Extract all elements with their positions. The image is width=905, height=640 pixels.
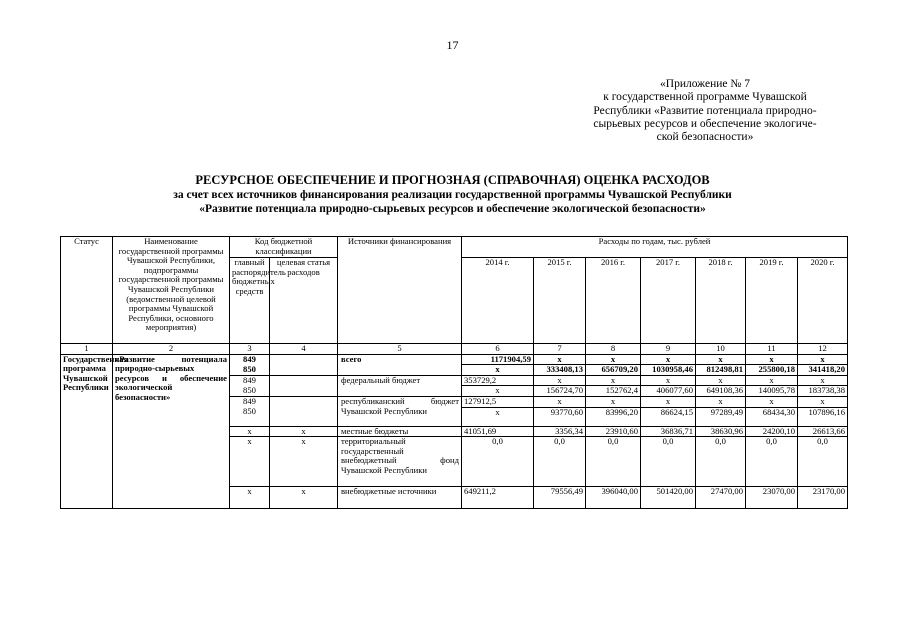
column-number: 1 — [61, 344, 113, 355]
header-year: 2014 г. — [462, 258, 534, 344]
title-line-2: за счет всех источников финансирования реализации государственной программы Чувашской Республики — [173, 189, 732, 201]
value-cell: 26613,66 — [798, 426, 848, 437]
status-cell: Государственная программа Чувашской Республики — [61, 354, 113, 509]
value-cell: 97289,49 — [696, 407, 746, 426]
value-cell: x — [462, 407, 534, 426]
chief-manager-cell: 849 — [230, 396, 270, 407]
value-cell: 23170,00 — [798, 487, 848, 509]
appendix-note — [560, 78, 850, 144]
value-cell: 0,0 — [534, 437, 586, 487]
program-name-cell: «Развитие потенциала природно-сырьевых ресурсов и обеспечение экологической безопасности» — [113, 354, 230, 509]
value-cell: x — [746, 375, 798, 386]
header-target-article: целевая статья расходов — [270, 258, 338, 344]
expenses-table — [60, 236, 848, 509]
value-cell: 1030958,46 — [641, 365, 696, 376]
chief-manager-cell: 849 — [230, 354, 270, 365]
source-cell: федеральный бюджет — [338, 375, 462, 396]
value-cell: 341418,20 — [798, 365, 848, 376]
value-cell: x — [798, 354, 848, 365]
value-cell: 36836,71 — [641, 426, 696, 437]
value-cell: 156724,70 — [534, 386, 586, 397]
value-cell: x — [641, 375, 696, 386]
source-cell: территориальный государственный внебюджетный фонд Чувашской Республики — [338, 437, 462, 487]
appendix-line: «Приложение № 7 — [660, 78, 750, 90]
value-cell: 0,0 — [641, 437, 696, 487]
value-cell: 93770,60 — [534, 407, 586, 426]
header-year: 2017 г. — [641, 258, 696, 344]
appendix-line: к государственной программе Чувашской — [603, 91, 807, 104]
target-article-cell: x — [270, 426, 338, 437]
header-year: 2016 г. — [586, 258, 641, 344]
value-cell: x — [696, 354, 746, 365]
appendix-line: сырьевых ресурсов и обеспечение экологиче- — [593, 117, 817, 130]
value-cell: 79556,49 — [534, 487, 586, 509]
value-cell: 152762,4 — [586, 386, 641, 397]
value-cell: x — [696, 396, 746, 407]
value-cell: 83996,20 — [586, 407, 641, 426]
value-cell: x — [798, 396, 848, 407]
table-row — [61, 354, 848, 365]
title-line-3: «Развитие потенциала природно-сырьевых ресурсов и обеспечение экологической безопасности» — [199, 203, 706, 215]
value-cell: 140095,78 — [746, 386, 798, 397]
appendix-line: ской безопасности» — [656, 131, 754, 144]
value-cell: 0,0 — [586, 437, 641, 487]
page-number: 17 — [446, 38, 459, 52]
value-cell: 353729,2 — [462, 375, 534, 386]
source-cell: всего — [338, 354, 462, 375]
source-cell: местные бюджеты — [338, 426, 462, 437]
value-cell: 0,0 — [798, 437, 848, 487]
value-cell: 1171904,59 — [462, 354, 534, 365]
value-cell: 501420,00 — [641, 487, 696, 509]
value-cell: x — [641, 396, 696, 407]
value-cell: x — [534, 354, 586, 365]
header-sources: Источники финансирования — [338, 237, 462, 344]
value-cell: x — [696, 375, 746, 386]
column-number: 11 — [746, 344, 798, 355]
value-cell: 0,0 — [696, 437, 746, 487]
chief-manager-cell: x — [230, 426, 270, 437]
value-cell: 3356,34 — [534, 426, 586, 437]
header-year: 2018 г. — [696, 258, 746, 344]
value-cell: 333408,13 — [534, 365, 586, 376]
value-cell: 0,0 — [746, 437, 798, 487]
header-chief-manager: главный распорядитель бюджетных средств — [230, 258, 270, 344]
source-cell: республиканский бюджет Чувашской Республики — [338, 396, 462, 426]
value-cell: 68434,30 — [746, 407, 798, 426]
value-cell: 27470,00 — [696, 487, 746, 509]
value-cell: x — [534, 375, 586, 386]
value-cell: 649108,36 — [696, 386, 746, 397]
target-article-cell — [270, 396, 338, 426]
header-expenses: Расходы по годам, тыс. рублей — [462, 237, 848, 258]
column-number: 6 — [462, 344, 534, 355]
column-number: 8 — [586, 344, 641, 355]
column-number: 12 — [798, 344, 848, 355]
value-cell: x — [641, 354, 696, 365]
column-number: 4 — [270, 344, 338, 355]
document-title — [0, 173, 905, 216]
header-year: 2019 г. — [746, 258, 798, 344]
value-cell: 396040,00 — [586, 487, 641, 509]
value-cell: 23910,60 — [586, 426, 641, 437]
value-cell: x — [798, 375, 848, 386]
column-number: 9 — [641, 344, 696, 355]
target-article-cell — [270, 354, 338, 375]
source-cell: внебюджетные источники — [338, 487, 462, 509]
value-cell: x — [746, 396, 798, 407]
value-cell: 812498,81 — [696, 365, 746, 376]
value-cell: 24200,10 — [746, 426, 798, 437]
target-article-cell: x — [270, 437, 338, 487]
value-cell: 255800,18 — [746, 365, 798, 376]
chief-manager-cell: 850 — [230, 407, 270, 426]
value-cell: x — [462, 386, 534, 397]
header-program-name: Наименование государственной программы Чувашской Республики, подпрограммы государственной программы Чувашской Республики (ведомственной целевой программы Чувашской Республики, основного мероприятия) — [113, 237, 230, 344]
value-cell: x — [586, 354, 641, 365]
target-article-cell — [270, 375, 338, 396]
column-number: 3 — [230, 344, 270, 355]
value-cell: x — [462, 365, 534, 376]
value-cell: 38630,96 — [696, 426, 746, 437]
value-cell: x — [534, 396, 586, 407]
header-status: Статус — [61, 237, 113, 344]
value-cell: 656709,20 — [586, 365, 641, 376]
value-cell: 23070,00 — [746, 487, 798, 509]
value-cell: 649211,2 — [462, 487, 534, 509]
value-cell: x — [586, 375, 641, 386]
column-number: 2 — [113, 344, 230, 355]
value-cell: 86624,15 — [641, 407, 696, 426]
chief-manager-cell: 850 — [230, 365, 270, 376]
value-cell: 406077,60 — [641, 386, 696, 397]
value-cell: x — [586, 396, 641, 407]
column-number: 5 — [338, 344, 462, 355]
chief-manager-cell: x — [230, 487, 270, 509]
value-cell: 127912,5 — [462, 396, 534, 407]
title-line-1: РЕСУРСНОЕ ОБЕСПЕЧЕНИЕ И ПРОГНОЗНАЯ (СПРАВОЧНАЯ) ОЦЕНКА РАСХОДОВ — [195, 173, 710, 187]
value-cell: 107896,16 — [798, 407, 848, 426]
header-budget-code: Код бюджетной классификации — [230, 237, 338, 258]
header-year: 2015 г. — [534, 258, 586, 344]
value-cell: 183738,38 — [798, 386, 848, 397]
chief-manager-cell: 849 — [230, 375, 270, 386]
value-cell: 41051,69 — [462, 426, 534, 437]
value-cell: 0,0 — [462, 437, 534, 487]
appendix-line: Республики «Развитие потенциала природно- — [593, 104, 817, 117]
target-article-cell: x — [270, 487, 338, 509]
column-number: 7 — [534, 344, 586, 355]
header-row — [61, 237, 848, 258]
column-number: 10 — [696, 344, 746, 355]
chief-manager-cell: x — [230, 437, 270, 487]
header-year: 2020 г. — [798, 258, 848, 344]
chief-manager-cell: 850 — [230, 386, 270, 397]
value-cell: x — [746, 354, 798, 365]
column-number-row — [61, 344, 848, 355]
